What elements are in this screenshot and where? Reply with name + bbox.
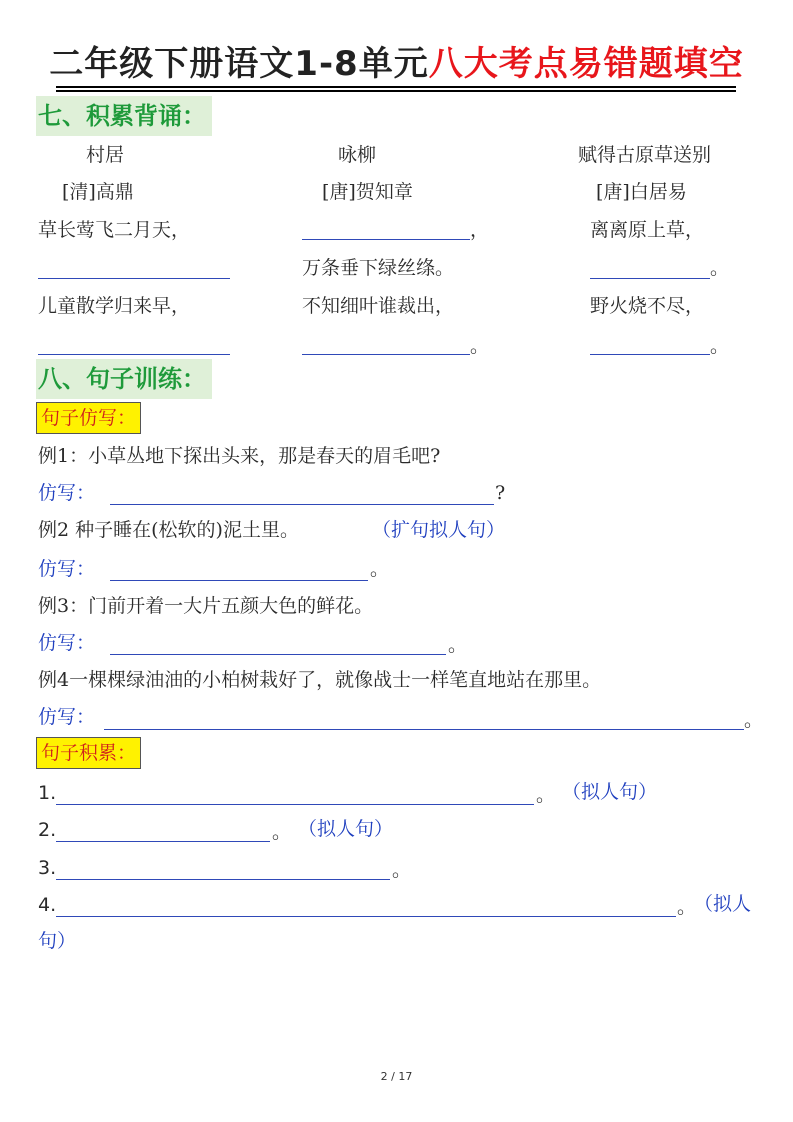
- answer-blank[interactable]: [56, 879, 390, 880]
- imitate-label: 句子仿写：: [36, 402, 141, 434]
- answer-blank[interactable]: [56, 916, 676, 917]
- fill-blank[interactable]: [38, 278, 230, 279]
- punct: 。: [710, 257, 730, 279]
- fill-blank[interactable]: [302, 354, 470, 355]
- item-number: 2.: [38, 819, 57, 841]
- punct: ，: [470, 219, 490, 241]
- example-note: （扩句拟人句）: [372, 519, 506, 541]
- page-title: [0, 42, 793, 86]
- poem-author-fude: [唐]白居易: [596, 181, 687, 203]
- example-sentence: 例4一棵棵绿油油的小柏树栽好了，就像战士一样笔直地站在那里。: [38, 669, 602, 691]
- poem-author-cunju: [清]高鼎: [62, 181, 134, 203]
- title-main: 二年级下册语文1-8单元: [49, 44, 429, 84]
- imitate-prompt: 仿写：: [38, 706, 96, 728]
- punct: 。: [710, 335, 730, 357]
- poem-title-fude: 赋得古原草送别: [578, 144, 712, 166]
- answer-end: 。: [272, 821, 292, 843]
- example-sentence: 例2 种子睡在(松软的)泥土里。: [38, 519, 299, 541]
- answer-end: 。: [677, 896, 697, 918]
- answer-end: 。: [744, 709, 764, 731]
- accumulate-label: 句子积累：: [36, 737, 141, 769]
- answer-end: ?: [495, 482, 506, 504]
- title-highlight: 八大考点易错题填空: [428, 44, 744, 84]
- answer-blank[interactable]: [110, 504, 494, 505]
- poem-line: 草长莺飞二月天，: [38, 219, 191, 241]
- fill-blank[interactable]: [590, 354, 710, 355]
- imitate-prompt: 仿写：: [38, 558, 96, 580]
- answer-end: 。: [370, 558, 390, 580]
- item-number: 4.: [38, 894, 57, 916]
- imitate-prompt: 仿写：: [38, 632, 96, 654]
- punct: 。: [470, 335, 490, 357]
- poem-line: 野火烧不尽，: [590, 295, 705, 317]
- answer-end: 。: [448, 634, 468, 656]
- imitate-prompt: 仿写：: [38, 482, 96, 504]
- fill-blank[interactable]: [302, 239, 470, 240]
- answer-end: 。: [536, 784, 556, 806]
- title-underline: [56, 86, 736, 88]
- item-note: （拟人: [694, 893, 752, 915]
- answer-blank[interactable]: [56, 841, 270, 842]
- section-heading-7: 七、积累背诵：: [36, 96, 212, 136]
- item-number: 1.: [38, 782, 57, 804]
- item-note: （拟人句）: [298, 818, 394, 840]
- item-note: （拟人句）: [562, 781, 658, 803]
- example-sentence: 例1：小草丛地下探出头来，那是春天的眉毛吧?: [38, 445, 441, 467]
- answer-blank[interactable]: [110, 580, 368, 581]
- poem-line: 离离原上草，: [590, 219, 705, 241]
- answer-blank[interactable]: [110, 654, 446, 655]
- fill-blank[interactable]: [38, 354, 230, 355]
- poem-author-yongliu: [唐]贺知章: [322, 181, 413, 203]
- answer-blank[interactable]: [104, 729, 744, 730]
- example-sentence: 例3：门前开着一大片五颜大色的鲜花。: [38, 595, 374, 617]
- poem-title-cunju: 村居: [86, 144, 125, 166]
- fill-blank[interactable]: [590, 278, 710, 279]
- poem-line: 万条垂下绿丝绦。: [302, 257, 455, 279]
- poem-line: 不知细叶谁裁出，: [302, 295, 455, 317]
- answer-blank[interactable]: [56, 804, 534, 805]
- section-heading-8: 八、句子训练：: [36, 359, 212, 399]
- title-underline-2: [56, 90, 736, 92]
- poem-title-yongliu: 咏柳: [338, 144, 377, 166]
- answer-end: 。: [392, 859, 412, 881]
- item-note-continued: 句）: [38, 930, 77, 952]
- item-number: 3.: [38, 857, 57, 879]
- poem-line: 儿童散学归来早，: [38, 295, 191, 317]
- page-number: 2 / 17: [380, 1070, 413, 1083]
